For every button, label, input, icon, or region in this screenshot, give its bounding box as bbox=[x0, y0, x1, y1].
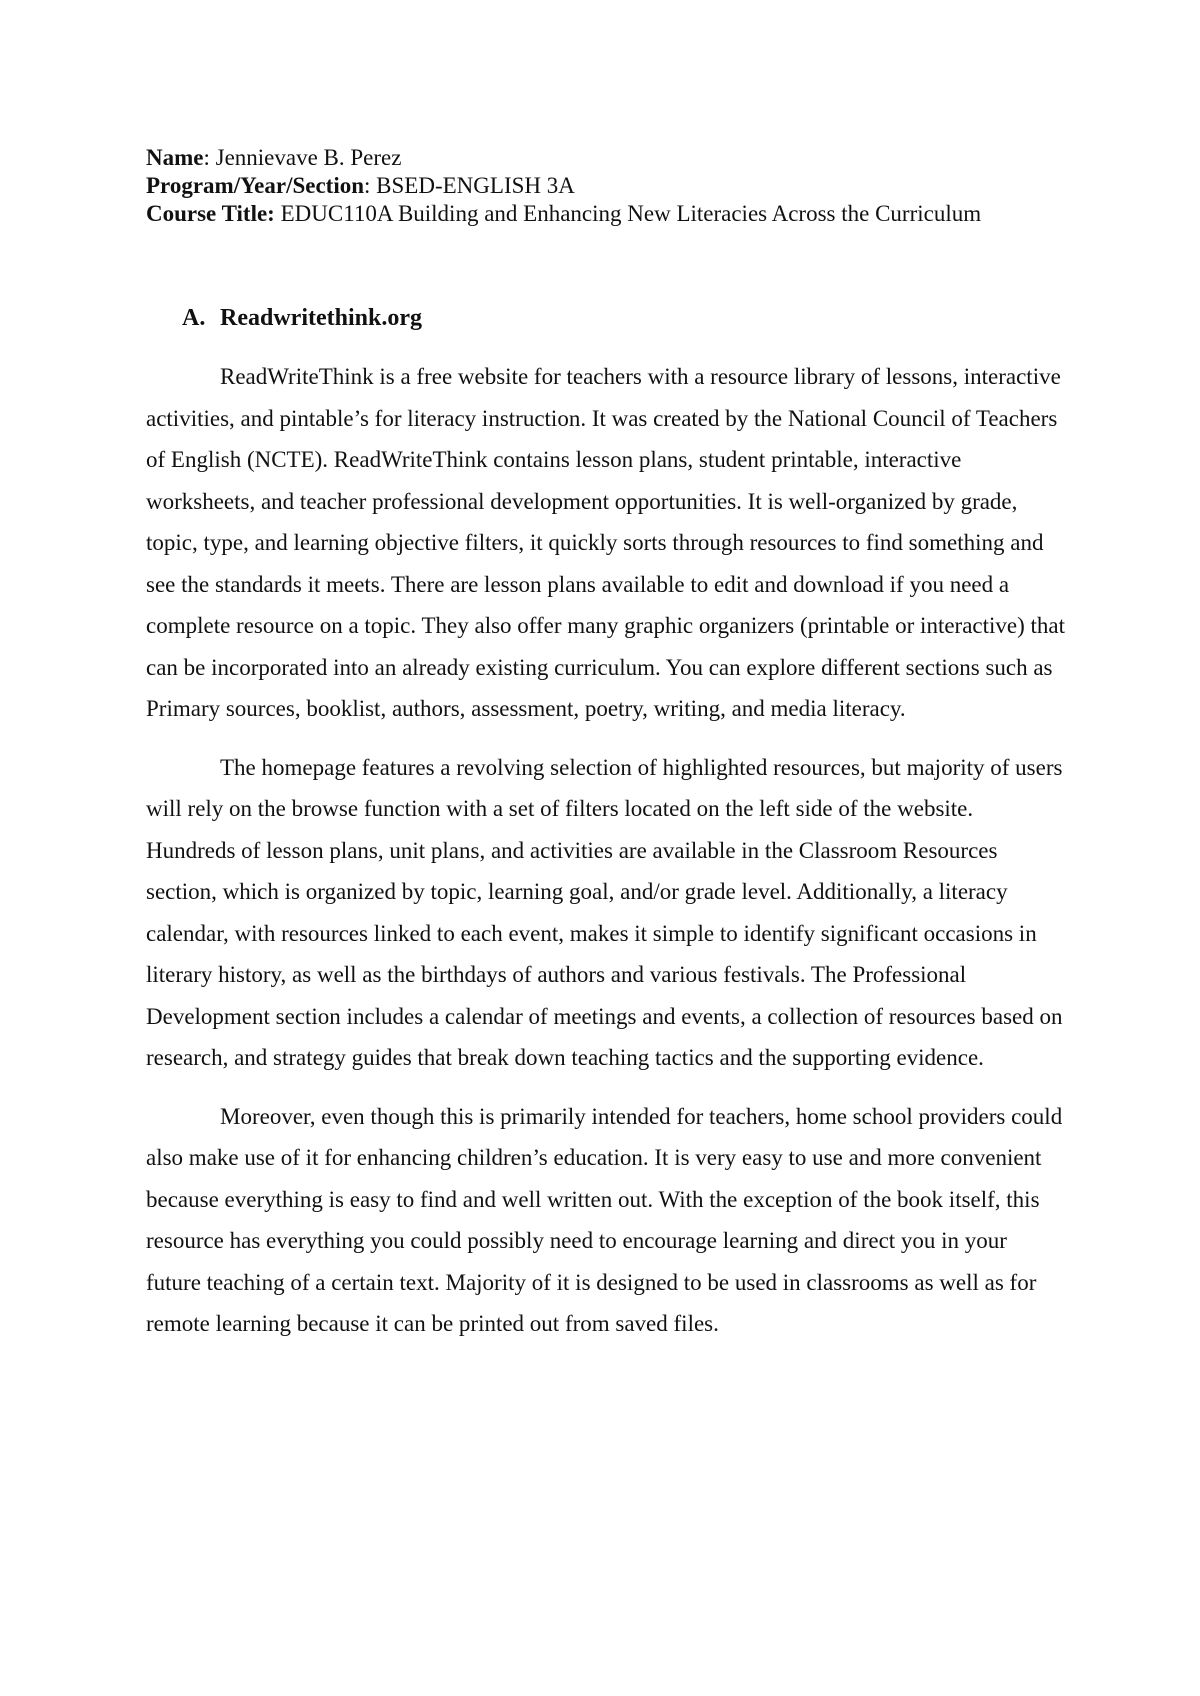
document-body bbox=[146, 356, 1066, 1362]
program-label: Program/Year/Section bbox=[146, 173, 365, 198]
program-value: : BSED-ENGLISH 3A bbox=[364, 173, 575, 198]
course-line bbox=[146, 200, 1076, 228]
section-number: A. bbox=[182, 305, 206, 331]
section-title: Readwritethink.org bbox=[220, 305, 422, 331]
name-value: : Jennievave B. Perez bbox=[203, 145, 402, 170]
paragraph: The homepage features a revolving selection of highlighted resources, but majority of users will rely on the browse function with a set of filters located on the left side of the website. Hundreds of lesson plans, unit plans, and activities are available in the Classroom Resources section, which is organized by topic, learning goal, and/or grade level. Additionally, a literacy calendar, with resources linked to each event, makes it simple to identify significant occasions in literary history, as well as the birthdays of authors and various festivals. The Professional Development section includes a calendar of meetings and events, a collection of resources based on research, and strategy guides that break down teaching tactics and the supporting evidence. bbox=[146, 754, 1063, 1070]
program-line bbox=[146, 172, 1076, 200]
name-label: Name bbox=[146, 145, 204, 170]
paragraph: ReadWriteThink is a free website for teachers with a resource library of lessons, interactive activities, and pintable’s for literacy instruction. It was created by the National Council of Teachers of English (NCTE). ReadWriteThink contains lesson plans, student printable, interactive worksheets, and teacher professional development opportunities. It is well-organized by grade, topic, type, and learning objective filters, it quickly sorts through resources to find something and see the standards it meets. There are lesson plans available to edit and download if you need a complete resource on a topic. They also offer many graphic organizers (printable or interactive) that can be incorporated into an already existing curriculum. You can explore different sections such as Primary sources, booklist, authors, assessment, poetry, writing, and media literacy. bbox=[146, 364, 1066, 721]
student-info-header bbox=[146, 144, 1076, 228]
paragraph: Moreover, even though this is primarily intended for teachers, home school providers could also make use of it for enhancing children’s education. It is very easy to use and more convenient because everything is easy to find and well written out. With the exception of the book itself, this resource has everything you could possibly need to encourage learning and direct you in your future teaching of a certain text. Majority of it is designed to be used in classrooms as well as for remote learning because it can be printed out from saved files. bbox=[146, 1103, 1063, 1336]
section-heading bbox=[182, 302, 422, 334]
name-line bbox=[146, 144, 1076, 172]
course-label: Course Title: bbox=[146, 201, 275, 226]
course-value: EDUC110A Building and Enhancing New Literacies Across the Curriculum bbox=[274, 201, 982, 226]
